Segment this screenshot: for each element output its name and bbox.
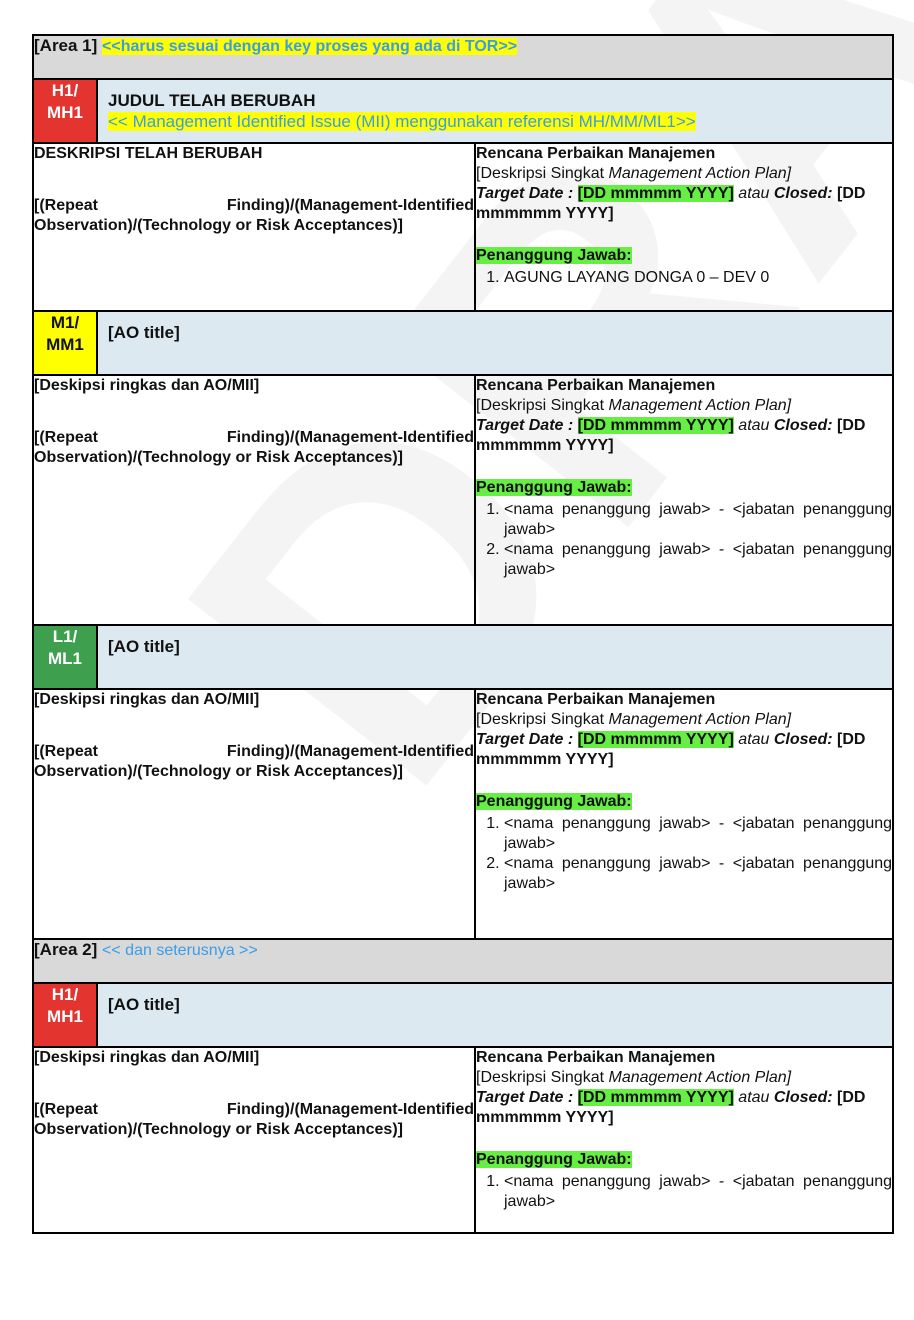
pj-label: Penanggung Jawab: — [476, 1151, 632, 1168]
finding-description: [Deskipsi ringkas dan AO/MII] — [34, 377, 260, 394]
risk-level-badge: M1/ MM1 — [33, 311, 97, 375]
finding-description-cell — [33, 375, 475, 625]
pj-list — [476, 814, 892, 894]
risk-level-badge: H1/ MH1 — [33, 983, 97, 1047]
closed-date-value: [DD mmmmmm YYYY] — [476, 417, 866, 454]
area-header-cell — [33, 939, 893, 983]
target-date-line: Target Date : [DD mmmmm YYYY] atau Closed: [DD mmmmmm YYYY] — [476, 731, 866, 768]
finding-description-cell — [33, 1047, 475, 1233]
pj-item: 2. <nama penanggung jawab> - <jabatan penanggung jawab> — [504, 854, 892, 894]
action-plan-description: [Deskripsi Singkat Management Action Plan] — [476, 711, 792, 728]
area-label: [Area 1] — [34, 36, 98, 55]
finding-title-cell — [97, 79, 893, 143]
finding-description-cell — [33, 689, 475, 939]
finding-type: [(Repeat Finding)/(Management-Identified Observation)/(Technology or Risk Acceptances)] — [34, 197, 474, 234]
finding-type: [(Repeat Finding)/(Management-Identified Observation)/(Technology or Risk Acceptances)] — [34, 429, 474, 466]
area-note: << dan seterusnya >> — [102, 942, 258, 959]
finding-type: [(Repeat Finding)/(Management-Identified Observation)/(Technology or Risk Acceptances)] — [34, 743, 474, 780]
pj-list — [476, 1172, 892, 1212]
action-plan-cell — [475, 375, 893, 625]
action-plan-title: Rencana Perbaikan Manajemen — [476, 145, 716, 162]
finding-title-cell — [97, 625, 893, 689]
finding-description-cell — [33, 143, 475, 311]
pj-label: Penanggung Jawab: — [476, 247, 632, 264]
target-date-value: [DD mmmmm YYYY] — [577, 185, 734, 202]
closed-date-value: [DD mmmmmm YYYY] — [476, 1089, 866, 1126]
finding-body — [33, 143, 893, 311]
target-date-line: Target Date : [DD mmmmm YYYY] atau Closed: [DD mmmmmm YYYY] — [476, 1089, 866, 1126]
closed-date-value: [DD mmmmmm YYYY] — [476, 731, 866, 768]
area-label: [Area 2] — [34, 940, 98, 959]
action-plan-title: Rencana Perbaikan Manajemen — [476, 691, 716, 708]
risk-level-badge: L1/ ML1 — [33, 625, 97, 689]
finding-body — [33, 689, 893, 939]
finding-title-cell — [97, 983, 893, 1047]
risk-level-badge: H1/ MH1 — [33, 79, 97, 143]
document-page — [32, 34, 892, 1234]
finding-title: [AO title] — [108, 323, 180, 342]
pj-item: 1. <nama penanggung jawab> - <jabatan penanggung jawab> — [504, 814, 892, 854]
finding-title-cell — [97, 311, 893, 375]
finding-subtitle: << Management Identified Issue (MII) menggunakan referensi MH/MM/ML1>> — [108, 112, 696, 131]
pj-list — [476, 500, 892, 580]
action-plan-description: [Deskripsi Singkat Management Action Plan] — [476, 397, 792, 414]
action-plan-title: Rencana Perbaikan Manajemen — [476, 377, 716, 394]
finding-description: [Deskipsi ringkas dan AO/MII] — [34, 1049, 260, 1066]
target-date-line: Target Date : [DD mmmmm YYYY] atau Closed: [DD mmmmmm YYYY] — [476, 417, 866, 454]
pj-list — [476, 268, 892, 288]
finding-description: [Deskipsi ringkas dan AO/MII] — [34, 691, 260, 708]
finding-header — [33, 625, 893, 689]
area-header-1 — [33, 35, 893, 79]
area-header-cell — [33, 35, 893, 79]
pj-label: Penanggung Jawab: — [476, 479, 632, 496]
finding-title: JUDUL TELAH BERUBAH — [108, 91, 316, 110]
action-plan-cell — [475, 689, 893, 939]
finding-body — [33, 375, 893, 625]
action-plan-description: [Deskripsi Singkat Management Action Plan] — [476, 1069, 792, 1086]
pj-item: 2. <nama penanggung jawab> - <jabatan penanggung jawab> — [504, 540, 892, 580]
finding-header — [33, 311, 893, 375]
target-date-value: [DD mmmmm YYYY] — [577, 1089, 734, 1106]
pj-item: 1. AGUNG LAYANG DONGA 0 – DEV 0 — [504, 268, 892, 288]
closed-date-value: [DD mmmmmm YYYY] — [476, 185, 866, 222]
area-header-2 — [33, 939, 893, 983]
pj-label: Penanggung Jawab: — [476, 793, 632, 810]
action-plan-cell — [475, 143, 893, 311]
action-plan-title: Rencana Perbaikan Manajemen — [476, 1049, 716, 1066]
finding-description: DESKRIPSI TELAH BERUBAH — [34, 145, 263, 162]
target-date-value: [DD mmmmm YYYY] — [577, 417, 734, 434]
finding-header — [33, 983, 893, 1047]
finding-title: [AO title] — [108, 995, 180, 1014]
action-plan-description: [Deskripsi Singkat Management Action Plan] — [476, 165, 792, 182]
pj-item: 1. <nama penanggung jawab> - <jabatan penanggung jawab> — [504, 500, 892, 540]
finding-title: [AO title] — [108, 637, 180, 656]
findings-table — [32, 34, 894, 1234]
finding-type: [(Repeat Finding)/(Management-Identified Observation)/(Technology or Risk Acceptances)] — [34, 1101, 474, 1138]
target-date-value: [DD mmmmm YYYY] — [577, 731, 734, 748]
finding-body — [33, 1047, 893, 1233]
pj-item: 1. <nama penanggung jawab> - <jabatan penanggung jawab> — [504, 1172, 892, 1212]
finding-header — [33, 79, 893, 143]
target-date-line: Target Date : [DD mmmmm YYYY] atau Closed: [DD mmmmmm YYYY] — [476, 185, 866, 222]
area-note: <<harus sesuai dengan key proses yang ada di TOR>> — [102, 38, 518, 55]
action-plan-cell — [475, 1047, 893, 1233]
